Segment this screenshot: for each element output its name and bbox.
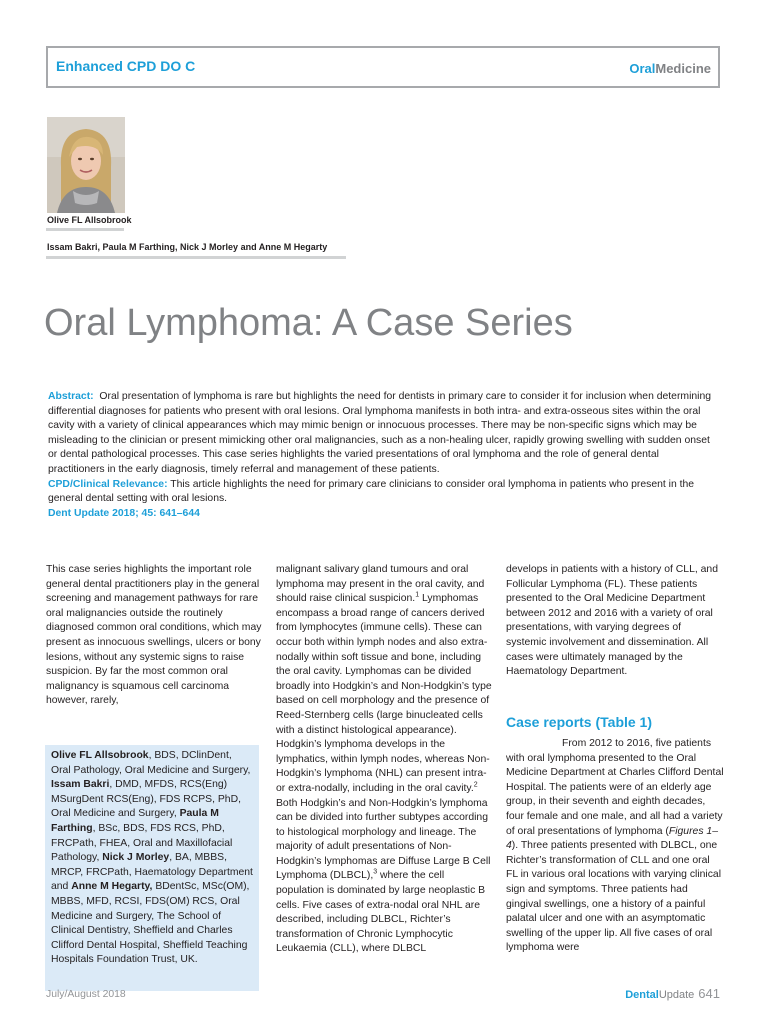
paragraph: From 2012 to 2016, five patients with oral lymphoma presented to the Oral Medicine Department at Charles Clifford Dental Hospital. The patients were of an elderly age group, in their seventh and eighth decades, four female and one male, and all had a variety of oral presentations of lymphoma ( <box>506 738 724 837</box>
journal-name-dental: Dental <box>625 989 659 1001</box>
body-column-2 <box>276 563 494 957</box>
cpd-relevance-text: This article highlights the need for primary care clinicians to consider oral lymphoma in patients who present in the general dental setting with oral lesions. <box>48 478 695 505</box>
author-list: Issam Bakri, Paula M Farthing, Nick J Morley and Anne M Hegarty <box>47 242 328 252</box>
reference-mark: 3 <box>373 869 378 876</box>
bio-name: Issam Bakri <box>51 779 110 791</box>
authors-divider <box>46 256 346 259</box>
journal-name-update: Update <box>658 989 695 1001</box>
bio-text: , DMD, MFDS, RCS(Eng) MSurgDent RCS(Eng), FDS RCPS, PhD, Oral Medicine and Surgery, <box>51 779 241 820</box>
paragraph: where the cell population is dominated by large neoplastic B cells. Five cases of extra-nodal oral NHL are described, including DLBCL, Richter’s transformation of Chronic Lymphocytic Leukaemia (CLL), where DLBCL <box>276 870 486 955</box>
page-number: 641 <box>698 986 720 1001</box>
paragraph: Both Hodgkin’s and Non-Hodgkin’s lymphoma can be divided into further subtypes according to histological morphology and lineage. The majority of adult presentations of Non-Hodgkin’s lymphomas are Diffuse Large B Cell Lymphoma (DLBCL), <box>276 797 491 882</box>
case-reports-heading: Case reports (Table 1) <box>506 714 653 730</box>
author-portrait <box>47 117 125 213</box>
reference-mark: 2 <box>473 781 478 789</box>
citation: Dent Update 2018; 45: 641–644 <box>48 507 200 519</box>
section-label-medicine: Medicine <box>655 61 711 76</box>
reference-mark: 1 <box>415 591 420 599</box>
author-affiliations <box>45 745 259 991</box>
figure-reference: Figures 1–4 <box>506 825 718 852</box>
section-label-oral: Oral <box>629 61 656 76</box>
body-column-1: This case series highlights the important role general dental practitioners play in the general screening and management pathways for rare oral malignancies outside the routinely diagnosed common oral conditions, which may present as innocuous swellings, ulcers or bony lesions, without any systemic signs to raise suspicion. By far the most common oral malignancy is squamous cell carcinoma however, rarely, <box>46 564 262 707</box>
bio-text: BDentSc, MSc(OM), MBBS, MFD, RCSI, FDS(OM) RCS, Oral Medicine and Surgery, The School of Clinical Dentistry, Sheffield and Charles Clifford Dental Hospital, Sheffield Teaching Hospitals Foundation Trust, UK. <box>51 881 250 966</box>
cpd-label: Enhanced CPD DO C <box>56 58 196 74</box>
bio-name: Olive FL Allsobrook <box>51 750 149 761</box>
body-column-3: develops in patients with a history of CLL, and Follicular Lymphoma (FL). These patients presented to the Oral Medicine Department between 2012 and 2016 with a variety of oral presentations, with varying degrees of systemic involvement and dissemination. All cases were ultimately managed by the Haematology Department. <box>506 564 718 678</box>
journal-footer <box>625 986 720 1001</box>
bio-name: Anne M Hegarty, <box>71 881 153 893</box>
bio-name: Nick J Morley <box>102 852 170 864</box>
issue-date: July/August 2018 <box>46 989 126 1000</box>
section-header <box>46 46 720 88</box>
author-photo <box>47 117 125 213</box>
abstract-label: Abstract: <box>48 391 94 402</box>
photo-caption: Olive FL Allsobrook <box>47 215 132 225</box>
bio-text: , BDS, DClinDent, Oral Pathology, Oral Medicine and Surgery, <box>51 750 251 776</box>
case-reports-text <box>506 737 724 956</box>
caption-divider <box>46 228 124 231</box>
bio-text: , BSc, BDS, FDS RCS, PhD, FRCPath, FHEA, Oral and Maxillofacial Pathology, <box>51 822 233 864</box>
article-title: Oral Lymphoma: A Case Series <box>44 302 573 344</box>
paragraph: malignant salivary gland tumours and oral lymphoma may present in the oral cavity, and should raise clinical suspicion. <box>276 564 485 605</box>
cpd-relevance-label: CPD/Clinical Relevance: <box>48 478 168 490</box>
bio-text: , BA, MBBS, MRCP, FRCPath, Haematology Department and <box>51 852 253 893</box>
paragraph: ). Three patients presented with DLBCL, one Richter’s transformation of CLL and one oral FL in various oral locations with varying clinical sign and symptoms. Three patients had gingival swellings, one a history of a painful palatal ulcer and one with an asymptomatic swelling of the upper lip. All five cases of oral lymphoma were <box>506 840 722 954</box>
bio-name: Paula M Farthing <box>51 808 219 834</box>
abstract <box>48 390 716 521</box>
paragraph: Lymphomas encompass a broad range of cancers derived from lymphocytes (immune cells). These can occur both within lymph nodes and also extra-nodally within soft tissue and bone, including the oral cavity. Lymphomas can be divided broadly into Hodgkin’s and Non-Hodgkin’s type based on cell morphology and the presence of Reed-Sternberg cells (large binucleated cells with a distinct histological appearance). Hodgkin’s lymphoma develops in the lymphatics, within lymph nodes, whereas Non-Hodgkin’s lymphoma (NHL) can present intra- or extra-nodally, including in the oral cavity. <box>276 593 492 794</box>
abstract-text: Oral presentation of lymphoma is rare but highlights the need for dentists in primary care to consider it for inclusion when determining differential diagnoses for patients who present with oral lesions. Oral lymphoma manifests in both intra- and extra-osseous sites within the oral cavity with a variety of clinical appearances which may mimic benign or innocuous processes. There may be non-specific signs which may be misleading to the clinician or present mimicking other oral malignancies, such as a non-healing ulcer, rapidly growing swelling with sudden onset or dental pathological processes. This case series highlights the varied presentations of oral lymphoma and the role of general dental practitioners in the early diagnosis, timely referral and management of these patients. <box>48 391 712 475</box>
section-label <box>629 61 711 76</box>
